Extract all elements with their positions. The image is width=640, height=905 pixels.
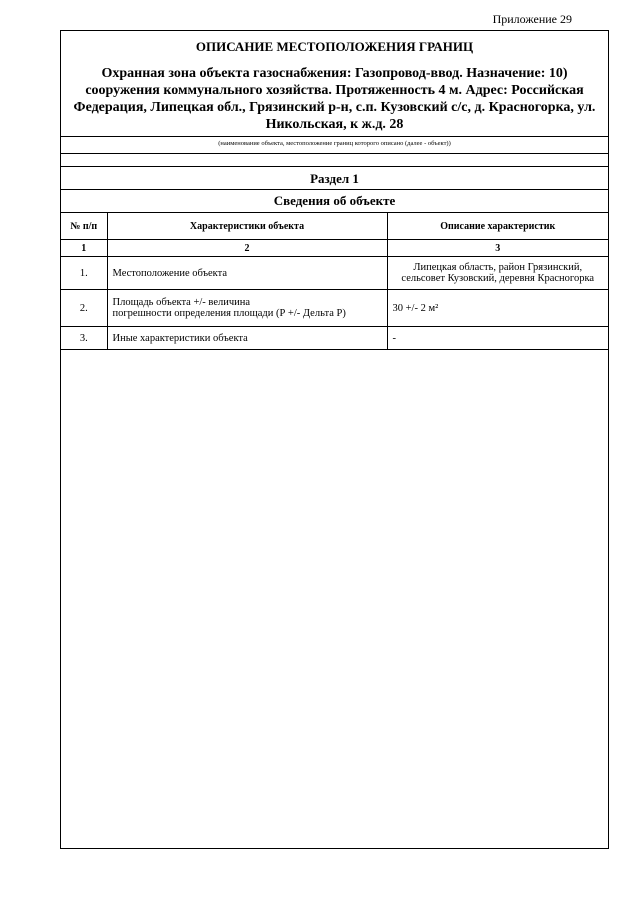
spacer-row xyxy=(61,154,608,167)
column-number: 2 xyxy=(107,240,387,257)
header-characteristic: Характеристики объекта xyxy=(107,213,387,240)
appendix-label: Приложение 29 xyxy=(492,12,572,26)
row-description: 30 +/- 2 м² xyxy=(387,290,608,327)
row-number: 1. xyxy=(61,257,107,290)
row-characteristic-line: погрешности определения площади (Р +/- Дельта Р) xyxy=(112,308,346,319)
object-caption: (наименование объекта, местоположение границ которого описано (далее - объект)) xyxy=(61,137,608,154)
table-row xyxy=(61,327,608,350)
table-header-row xyxy=(61,213,608,240)
section-subtitle: Сведения об объекте xyxy=(61,190,608,213)
row-number: 2. xyxy=(61,290,107,327)
column-number-row xyxy=(61,240,608,257)
row-description: Липецкая область, район Грязинский, сельсовет Кузовский, деревня Красногорка xyxy=(387,257,608,290)
row-characteristic xyxy=(107,290,387,327)
table-row xyxy=(61,257,608,290)
table-row xyxy=(61,290,608,327)
row-number: 3. xyxy=(61,327,107,350)
header-number: № п/п xyxy=(61,213,107,240)
row-characteristic: Иные характеристики объекта xyxy=(107,327,387,350)
header-description: Описание характеристик xyxy=(387,213,608,240)
row-description: - xyxy=(387,327,608,350)
document-title: ОПИСАНИЕ МЕСТОПОЛОЖЕНИЯ ГРАНИЦ xyxy=(195,39,474,54)
row-characteristic: Местоположение объекта xyxy=(107,257,387,290)
object-info-table xyxy=(61,213,608,350)
section-title: Раздел 1 xyxy=(61,167,608,190)
row-characteristic-line: Площадь объекта +/- величина xyxy=(112,297,251,308)
document-header xyxy=(61,31,608,137)
column-number: 1 xyxy=(61,240,107,257)
object-description: Охранная зона объекта газоснабжения: Газопровод-ввод. Назначение: 10) сооружения коммунального хозяйства. Протяженность 4 м. Адрес: Российская Федерация, Липецкая обл., Грязинский р-н, с.п. Кузовский с/с, д. Красногорка, ул. Никольская, к ж.д. 28 xyxy=(73,66,596,132)
column-number: 3 xyxy=(387,240,608,257)
document-frame xyxy=(60,30,609,849)
